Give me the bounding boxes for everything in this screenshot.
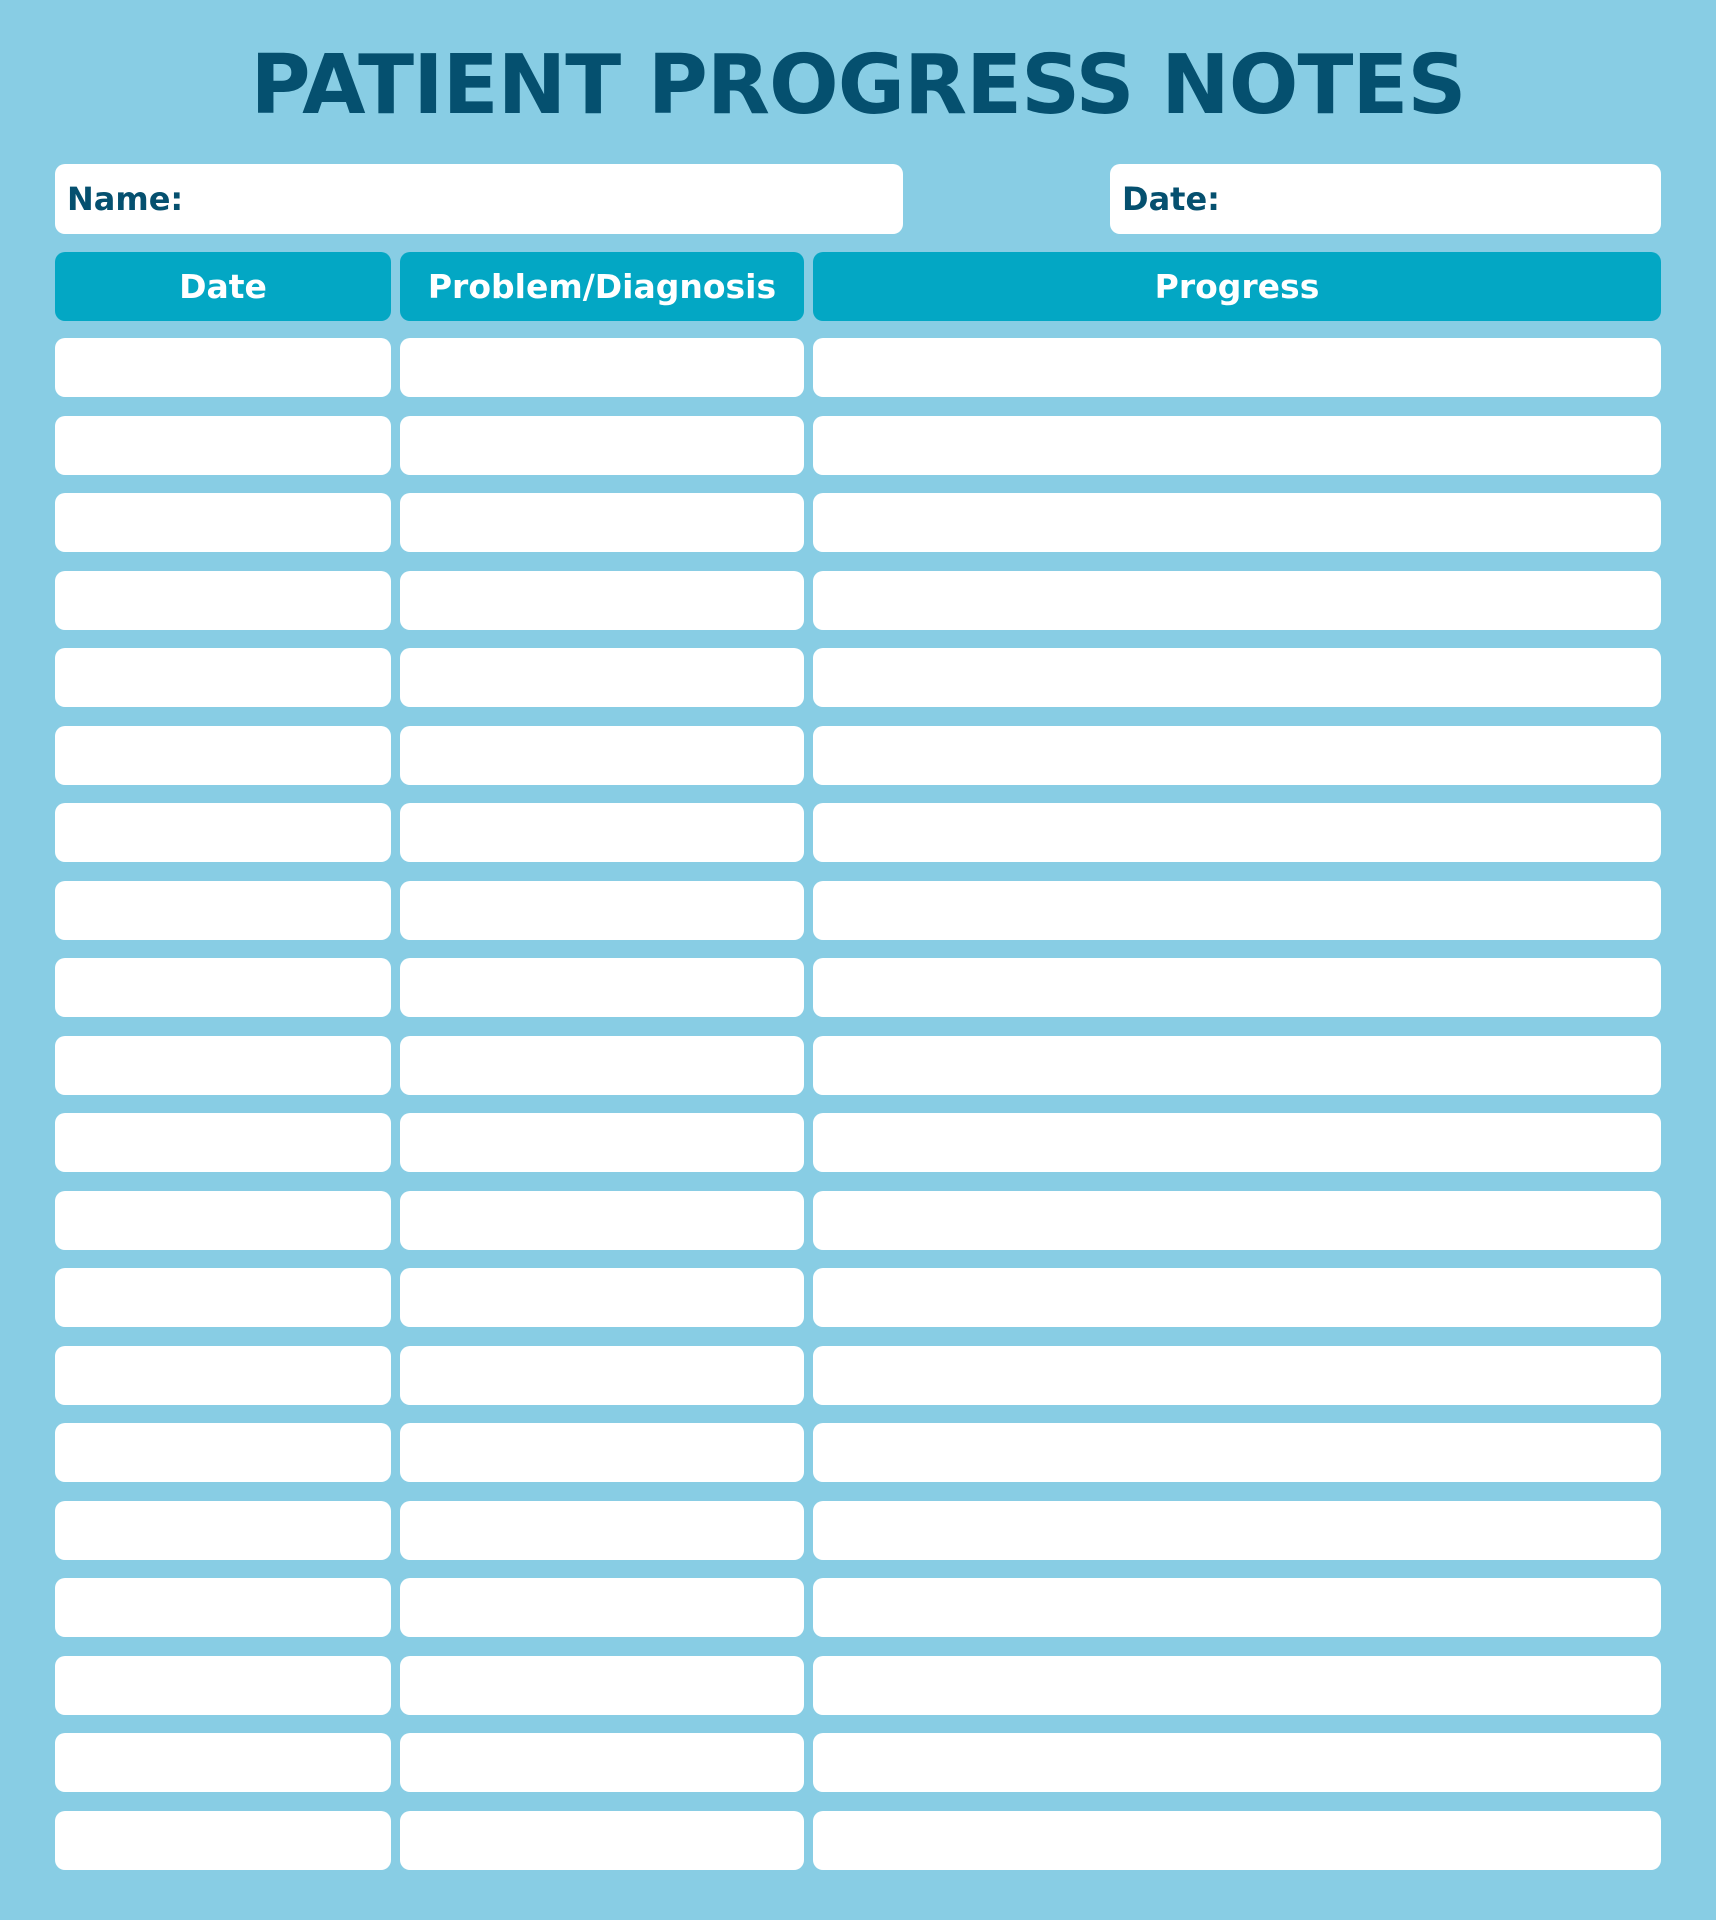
problem-diagnosis-cell[interactable] [400, 1501, 804, 1560]
progress-cell[interactable] [813, 338, 1661, 397]
problem-diagnosis-cell[interactable] [400, 416, 804, 475]
name-label: Name: [67, 180, 184, 218]
problem-diagnosis-cell[interactable] [400, 803, 804, 862]
problem-diagnosis-cell[interactable] [400, 1811, 804, 1870]
date-cell[interactable] [55, 416, 391, 475]
date-cell[interactable] [55, 1501, 391, 1560]
progress-cell[interactable] [813, 416, 1661, 475]
progress-cell[interactable] [813, 803, 1661, 862]
progress-cell[interactable] [813, 1036, 1661, 1095]
problem-diagnosis-cell[interactable] [400, 571, 804, 630]
problem-diagnosis-cell[interactable] [400, 726, 804, 785]
date-cell[interactable] [55, 493, 391, 552]
column-header-progress: Progress [813, 252, 1661, 321]
progress-cell[interactable] [813, 726, 1661, 785]
progress-cell[interactable] [813, 1811, 1661, 1870]
problem-diagnosis-cell[interactable] [400, 958, 804, 1017]
date-cell[interactable] [55, 881, 391, 940]
date-cell[interactable] [55, 1656, 391, 1715]
progress-cell[interactable] [813, 648, 1661, 707]
page-title: PATIENT PROGRESS NOTES [250, 38, 1466, 133]
progress-cell[interactable] [813, 881, 1661, 940]
problem-diagnosis-cell[interactable] [400, 648, 804, 707]
problem-diagnosis-cell[interactable] [400, 1191, 804, 1250]
progress-cell[interactable] [813, 1578, 1661, 1637]
progress-cell[interactable] [813, 493, 1661, 552]
date-cell[interactable] [55, 1346, 391, 1405]
progress-cell[interactable] [813, 1113, 1661, 1172]
date-cell[interactable] [55, 648, 391, 707]
problem-diagnosis-cell[interactable] [400, 1578, 804, 1637]
progress-cell[interactable] [813, 571, 1661, 630]
date-cell[interactable] [55, 803, 391, 862]
problem-diagnosis-cell[interactable] [400, 1268, 804, 1327]
date-cell[interactable] [55, 1578, 391, 1637]
progress-cell[interactable] [813, 1656, 1661, 1715]
progress-cell[interactable] [813, 1346, 1661, 1405]
date-cell[interactable] [55, 1191, 391, 1250]
problem-diagnosis-cell[interactable] [400, 1113, 804, 1172]
date-cell[interactable] [55, 1733, 391, 1792]
date-cell[interactable] [55, 1268, 391, 1327]
date-cell[interactable] [55, 958, 391, 1017]
column-header-date: Date [55, 252, 391, 321]
column-header-problem-diagnosis: Problem/Diagnosis [400, 252, 804, 321]
problem-diagnosis-cell[interactable] [400, 1346, 804, 1405]
date-cell[interactable] [55, 1811, 391, 1870]
date-cell[interactable] [55, 1036, 391, 1095]
problem-diagnosis-cell[interactable] [400, 1036, 804, 1095]
problem-diagnosis-cell[interactable] [400, 1733, 804, 1792]
progress-cell[interactable] [813, 1268, 1661, 1327]
date-label: Date: [1122, 180, 1220, 218]
date-cell[interactable] [55, 1423, 391, 1482]
problem-diagnosis-cell[interactable] [400, 338, 804, 397]
problem-diagnosis-cell[interactable] [400, 1423, 804, 1482]
progress-cell[interactable] [813, 1501, 1661, 1560]
date-cell[interactable] [55, 571, 391, 630]
progress-cell[interactable] [813, 1733, 1661, 1792]
date-cell[interactable] [55, 1113, 391, 1172]
progress-cell[interactable] [813, 958, 1661, 1017]
problem-diagnosis-cell[interactable] [400, 493, 804, 552]
date-cell[interactable] [55, 726, 391, 785]
problem-diagnosis-cell[interactable] [400, 881, 804, 940]
progress-cell[interactable] [813, 1423, 1661, 1482]
date-cell[interactable] [55, 338, 391, 397]
progress-cell[interactable] [813, 1191, 1661, 1250]
problem-diagnosis-cell[interactable] [400, 1656, 804, 1715]
